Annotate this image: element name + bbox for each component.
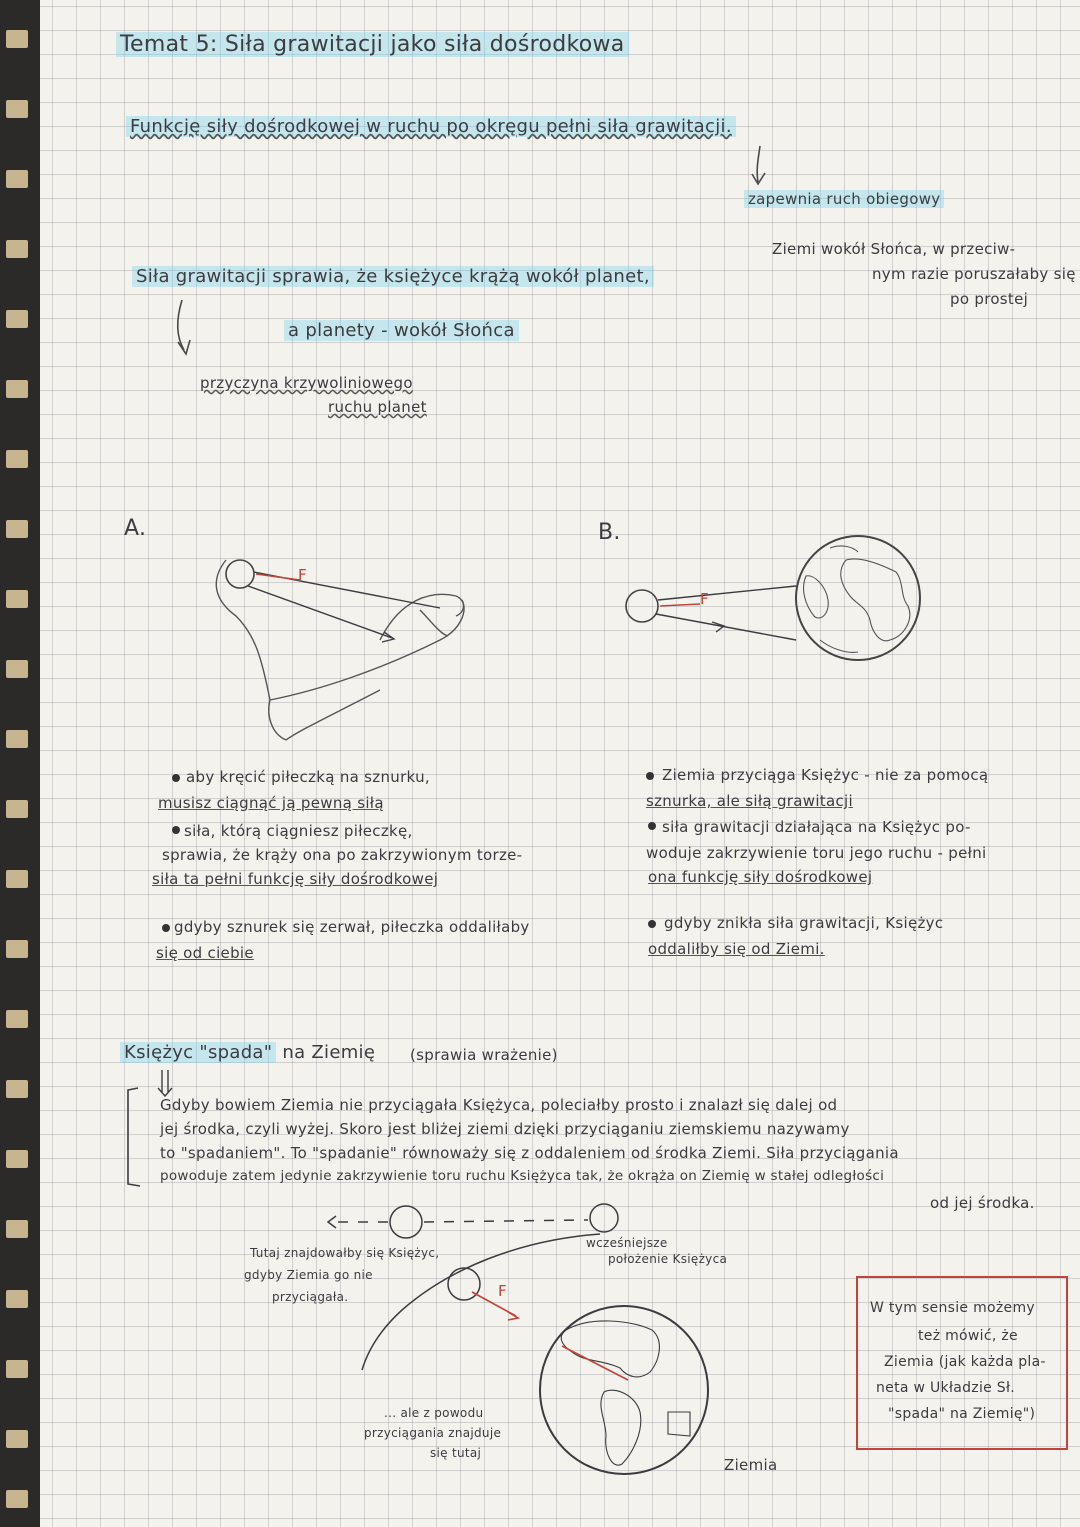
side-note-line-2: nym razie poruszałaby się xyxy=(872,265,1076,283)
panel-a-bullet-1-l1: aby kręcić piłeczką na sznurku, xyxy=(186,768,430,786)
cause-line-1: przyczyna krzywoliniowego xyxy=(200,374,413,392)
label-here-2: gdyby Ziemia go nie xyxy=(244,1268,373,1282)
side-note-line-3: po prostej xyxy=(950,290,1029,308)
panel-b-bullet-3-l1: gdyby znikła siła grawitacji, Księżyc xyxy=(664,914,944,932)
label-earlier-2: położenie Księżyca xyxy=(608,1252,728,1266)
earth-label: Ziemia xyxy=(724,1456,778,1474)
panel-a-bullet-2-l3: siła ta pełni funkcję siły dośrodkowej xyxy=(152,870,439,888)
panel-b-bullet-2-l3: ona funkcję siły dośrodkowej xyxy=(648,868,873,886)
intro-line-1: Funkcję siły dośrodkowej w ruchu po okręgu pełni siła grawitacji. xyxy=(126,116,736,137)
cause-line-2: ruchu planet xyxy=(328,398,427,416)
panel-b-bullet-1-l2: sznurka, ale siłą grawitacji xyxy=(646,792,853,810)
moon-b xyxy=(626,590,658,622)
panel-a-bullet-2-l1: siła, którą ciągniesz piłeczkę, xyxy=(184,822,413,840)
falling-heading-b: na Ziemię xyxy=(282,1042,376,1063)
moon-actual xyxy=(448,1268,480,1300)
panel-b-bullet-2-l2: woduje zakrzywienie toru jego ruchu - pełni xyxy=(646,844,987,862)
force-label-c: F xyxy=(498,1282,507,1300)
note-line-1: W tym sensie możemy xyxy=(870,1300,1035,1316)
panel-a-bullet-3-l2: się od ciebie xyxy=(156,944,254,962)
falling-para-1: Gdyby bowiem Ziemia nie przyciągała Księżyca, poleciałby prosto i znalazł się dalej od xyxy=(160,1096,838,1114)
force-arrow-a xyxy=(256,574,300,580)
panel-a-bullet-1-l2: musisz ciągnąć ją pewną siłą xyxy=(158,794,384,812)
label-but-1: ... ale z powodu xyxy=(384,1406,484,1420)
label-here-3: przyciągała. xyxy=(272,1290,349,1304)
arrow-note: zapewnia ruch obiegowy xyxy=(744,190,944,208)
panel-b-bullet-3-l2: oddaliłby się od Ziemi. xyxy=(648,940,825,958)
page-title: Temat 5: Siła grawitacji jako siła dośrodkowa xyxy=(116,32,629,57)
panel-a-bullet-2-l2: sprawia, że krąży ona po zakrzywionym torze- xyxy=(162,846,523,864)
note-line-5: "spada" na Ziemię") xyxy=(888,1406,1036,1422)
falling-heading xyxy=(120,1042,375,1063)
label-here-1: Tutaj znajdowałby się Księżyc, xyxy=(250,1246,440,1260)
intro-line-2: Siła grawitacji sprawia, że księżyce krążą wokół planet, xyxy=(132,266,654,287)
falling-para-3: to "spadaniem". To "spadanie" równoważy się z oddaleniem od środka Ziemi. Siła przyciągania xyxy=(160,1144,899,1162)
panel-a-label: A. xyxy=(124,516,147,541)
earth-b xyxy=(796,536,920,660)
falling-para-4: powoduje zatem jedynie zakrzywienie toru ruchu Księżyca tak, że okrąża on Ziemię w stałej odległości xyxy=(160,1168,885,1184)
note-line-3: Ziemia (jak każda pla- xyxy=(884,1354,1046,1370)
label-earlier-1: wcześniejsze xyxy=(586,1236,668,1250)
side-note-line-1: Ziemi wokół Słońca, w przeciw- xyxy=(772,240,1016,258)
panel-a-bullet-3-l1: gdyby sznurek się zerwał, piłeczka oddaliłaby xyxy=(174,918,530,936)
intro-line-3: a planety - wokół Słońca xyxy=(284,320,519,341)
force-label-b: F xyxy=(700,590,709,608)
moon-earlier xyxy=(590,1204,618,1232)
force-label-a: F xyxy=(298,566,307,584)
earth-b-continents xyxy=(804,546,910,652)
force-arrow-b xyxy=(660,604,700,606)
falling-para-5: od jej środka. xyxy=(930,1194,1035,1212)
panel-b-label: B. xyxy=(598,520,621,545)
force-arrow-c2 xyxy=(562,1346,628,1380)
panel-b-bullet-1-l1: Ziemia przyciąga Księżyc - nie za pomocą xyxy=(662,766,989,784)
note-line-2: też mówić, że xyxy=(918,1328,1018,1344)
ball-a xyxy=(226,560,254,588)
hand-drawing xyxy=(216,560,464,740)
falling-para-2: jej środka, czyli wyżej. Skoro jest bliżej ziemi dzięki przyciąganiu ziemskiemu nazywamy xyxy=(160,1120,850,1138)
note-line-4: neta w Układzie Sł. xyxy=(876,1380,1016,1396)
label-but-3: się tutaj xyxy=(430,1446,482,1460)
label-but-2: przyciągania znajduje xyxy=(364,1426,502,1440)
falling-heading-a: Księżyc "spada" xyxy=(120,1042,276,1063)
falling-heading-note: (sprawia wrażenie) xyxy=(410,1046,558,1064)
moon-projected xyxy=(390,1206,422,1238)
panel-b-bullet-2-l1: siła grawitacji działająca na Księżyc po- xyxy=(662,818,971,836)
